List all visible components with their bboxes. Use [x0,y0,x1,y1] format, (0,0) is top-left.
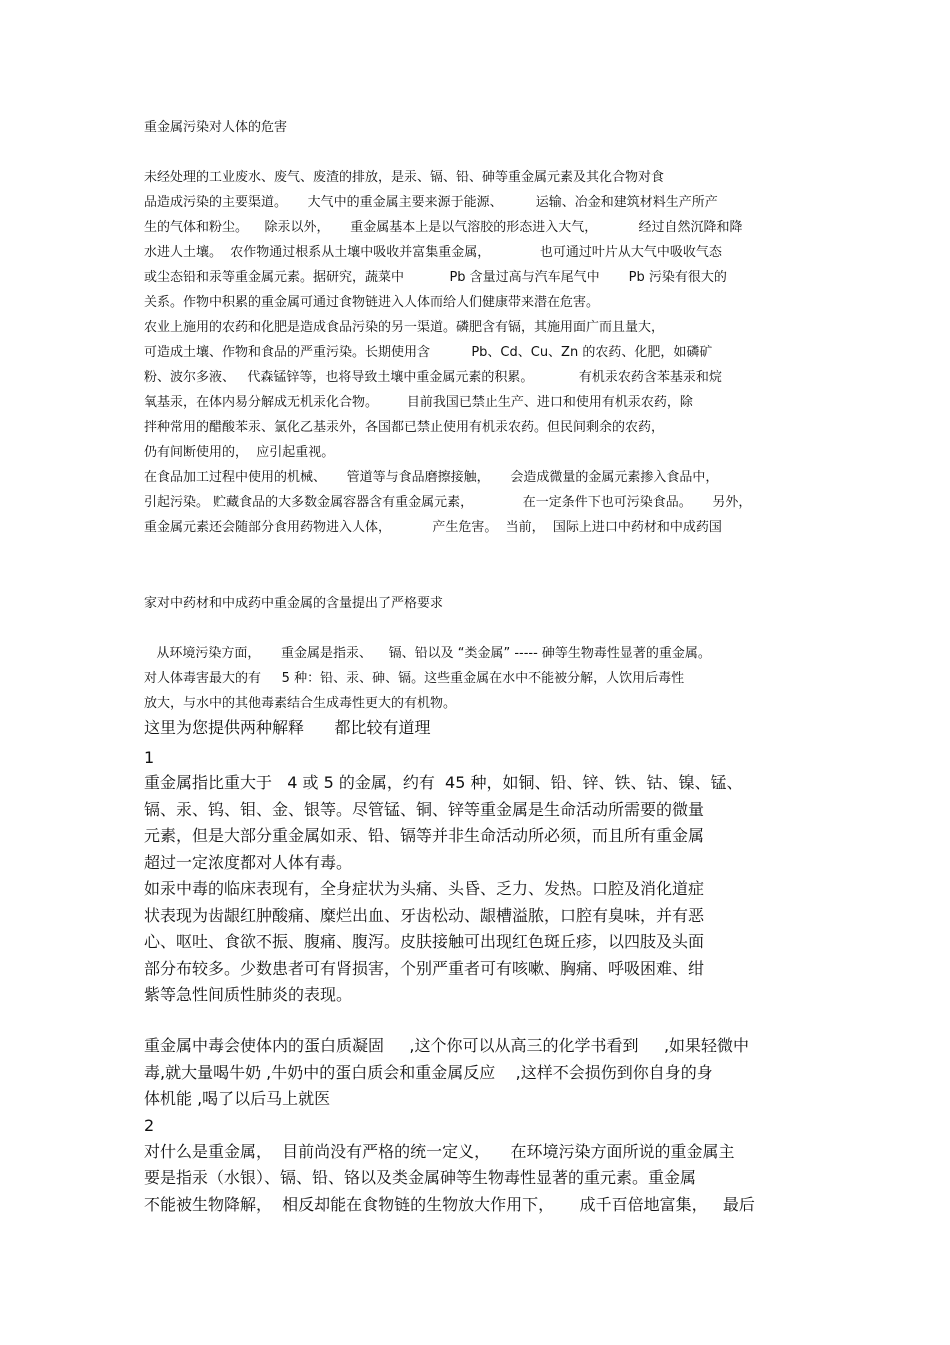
paragraph-line: 从环境污染方面， 重金属是指汞、 镉、铅以及 “类金属” ----- 砷等生物毒性显著的重金属。 [144,646,711,661]
section-heading: 这里为您提供两种解释 都比较有道理 [144,718,431,737]
paragraph-line: 不能被生物降解， 相反却能在食物链的生物放大作用下， 成千百倍地富集， 最后 [144,1195,755,1214]
section-number: 1 [144,748,155,767]
paragraph-line: 仍有间断使用的， 应引起重视。 [144,445,335,460]
paragraph-line: 镉、汞、钨、钼、金、银等。尽管锰、铜、锌等重金属是生命活动所需要的微量 [144,800,705,819]
paragraph-line: 要是指汞（水银）、镉、铅、铬以及类金属砷等生物毒性显著的重元素。重金属 [144,1168,697,1187]
paragraph-line: 可造成土壤、作物和食品的严重污染。长期使用含 Pb、Cd、Cu、Zn 的农药、化肥，如磷矿 [144,345,713,360]
paragraph-line: 元素，但是大部分重金属如汞、铅、镉等并非生命活动所必须，而且所有重金属 [144,826,705,845]
paragraph-line: 品造成污染的主要渠道。 大气中的重金属主要来源于能源、 运输、冶金和建筑材料生产所产 [144,195,718,210]
paragraph-line: 在食品加工过程中使用的机械、 管道等与食品磨擦接触， 会造成微量的金属元素掺入食品中， [144,470,719,485]
paragraph-line: 重金属元素还会随部分食用药物进入人体， 产生危害。 当前， 国际上进口中药材和中成药国 [144,520,722,535]
document-title: 重金属污染对人体的危害 [144,120,288,135]
paragraph-line: 引起污染。 贮藏食品的大多数金属容器含有重金属元素， 在一定条件下也可污染食品。 另外， [144,495,752,510]
paragraph-line: 重金属中毒会使体内的蛋白质凝固 ,这个你可以从高三的化学书看到 ,如果轻微中 [144,1036,750,1055]
paragraph-line: 未经处理的工业废水、废气、废渣的排放，是汞、镉、铅、砷等重金属元素及其化合物对食 [144,170,665,185]
paragraph-line: 如汞中毒的临床表现有，全身症状为头痛、头昏、乏力、发热。口腔及消化道症 [144,879,705,898]
section-number: 2 [144,1116,155,1135]
paragraph-line: 农业上施用的农药和化肥是造成食品污染的另一渠道。磷肥含有镉，其施用面广而且量大， [144,320,665,335]
paragraph-line: 重金属指比重大于 4 或 5 的金属，约有 45 种，如铜、铅、锌、铁、钴、镍、锰、 [144,773,743,792]
paragraph-line: 生的气体和粉尘。 除汞以外， 重金属基本上是以气溶胶的形态进入大气， 经过自然沉降和降 [144,220,743,235]
paragraph-line: 或尘态铅和汞等重金属元素。据研究，蔬菜中 Pb 含量过高与汽车尾气中 Pb 污染有很大的 [144,270,727,285]
paragraph-line: 关系。作物中积累的重金属可通过食物链进入人体而给人们健康带来潜在危害。 [144,295,600,310]
paragraph-line: 家对中药材和中成药中重金属的含量提出了严格要求 [144,596,444,611]
paragraph-line: 紫等急性间质性肺炎的表现。 [144,985,353,1004]
paragraph-line: 超过一定浓度都对人体有毒。 [144,853,353,872]
paragraph-line: 心、呕吐、食欲不振、腹痛、腹泻。皮肤接触可出现红色斑丘疹，以四肢及头面 [144,932,705,951]
paragraph-line: 放大，与水中的其他毒素结合生成毒性更大的有机物。 [144,696,457,711]
paragraph-line: 粉、波尔多液、 代森锰锌等，也将导致土壤中重金属元素的积累。 有机汞农药含苯基汞和烷 [144,370,722,385]
paragraph-line: 毒,就大量喝牛奶 ,牛奶中的蛋白质会和重金属反应 ,这样不会损伤到你自身的身 [144,1063,713,1082]
paragraph-line: 体机能 ,喝了以后马上就医 [144,1089,331,1108]
paragraph-line: 水进人土壤。 农作物通过根系从土壤中吸收并富集重金属， 也可通过叶片从大气中吸收气态 [144,245,722,260]
paragraph-line: 拌种常用的醋酸苯汞、氯化乙基汞外，各国都已禁止使用有机汞农药。但民间剩余的农药， [144,420,665,435]
paragraph-line: 氧基汞，在体内易分解成无机汞化合物。 目前我国已禁止生产、进口和使用有机汞农药，除 [144,395,693,410]
paragraph-line: 对什么是重金属， 目前尚没有严格的统一定义， 在环境污染方面所说的重金属主 [144,1142,735,1161]
paragraph-line: 部分布较多。少数患者可有肾损害，个别严重者可有咳嗽、胸痛、呼吸困难、绀 [144,959,705,978]
paragraph-line: 对人体毒害最大的有 5 种：铅、汞、砷、镉。这些重金属在水中不能被分解，人饮用后毒性 [144,671,685,686]
paragraph-line: 状表现为齿龈红肿酸痛、糜烂出血、牙齿松动、龈槽溢脓，口腔有臭味，并有恶 [144,906,705,925]
